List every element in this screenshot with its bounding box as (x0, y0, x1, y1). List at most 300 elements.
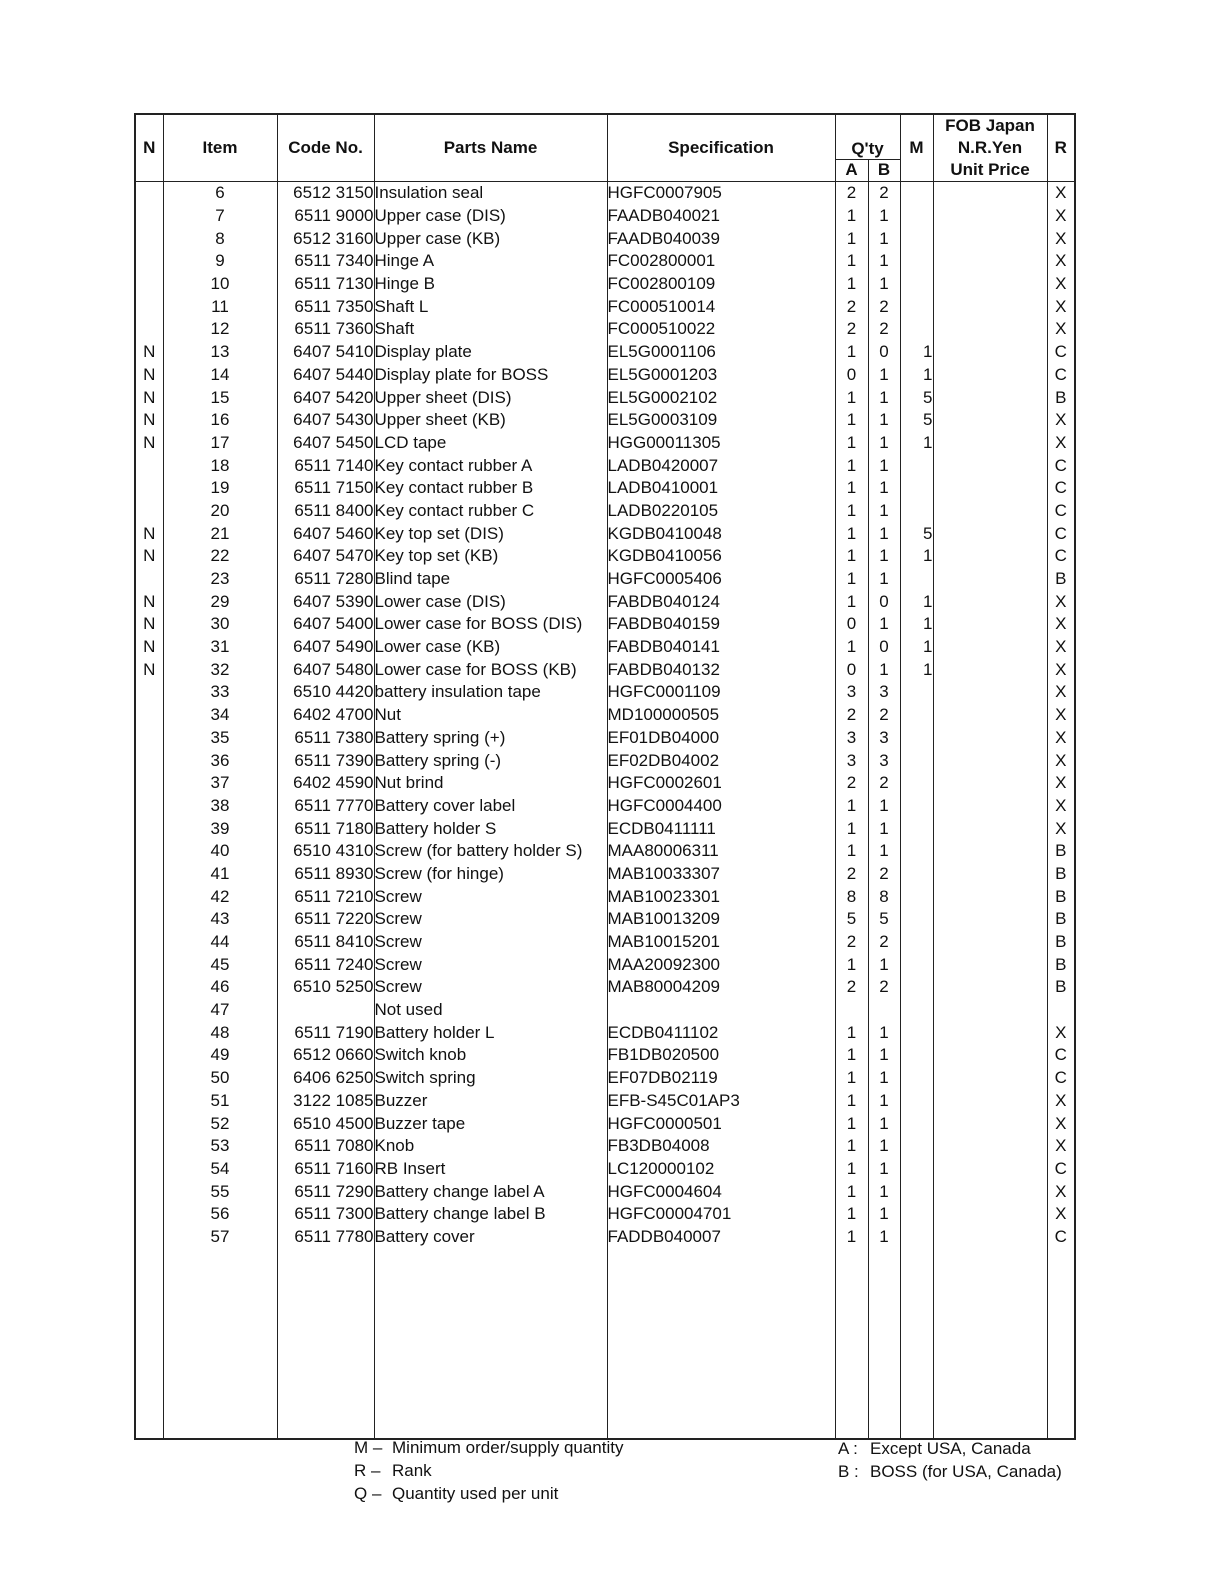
legend-m-key: M – (354, 1438, 383, 1457)
parts-table (134, 113, 1076, 1440)
row-qty-a: 0 (835, 613, 868, 636)
table-row (135, 1180, 1075, 1203)
row-qty-b: 1 (868, 364, 900, 387)
row-specification: MAB80004209 (607, 976, 835, 999)
row-unit-price (933, 273, 1047, 296)
row-qty-a: 1 (835, 250, 868, 273)
row-min-order: 1 (900, 545, 933, 568)
row-code-no: 6407 5450 (277, 432, 374, 455)
row-min-order: 1 (900, 341, 933, 364)
row-min-order (900, 273, 933, 296)
row-min-order: 1 (900, 613, 933, 636)
table-row (135, 500, 1075, 523)
row-code-no: 6510 4420 (277, 681, 374, 704)
table-row (135, 772, 1075, 795)
row-n-mark (135, 295, 163, 318)
row-specification: HGFC0007905 (607, 182, 835, 205)
row-rank: C (1047, 477, 1075, 500)
row-unit-price (933, 318, 1047, 341)
filler-cell (868, 1248, 900, 1438)
row-code-no: 6511 7220 (277, 908, 374, 931)
row-specification: FC002800001 (607, 250, 835, 273)
row-unit-price (933, 477, 1047, 500)
row-specification: EF02DB04002 (607, 749, 835, 772)
row-n-mark (135, 1067, 163, 1090)
row-qty-b: 1 (868, 1203, 900, 1226)
legend-b-text: BOSS (for USA, Canada) (870, 1462, 1062, 1481)
row-qty-a: 2 (835, 182, 868, 205)
row-parts-name: battery insulation tape (374, 681, 607, 704)
row-code-no: 6511 7780 (277, 1226, 374, 1249)
row-item-number: 34 (163, 704, 277, 727)
row-unit-price (933, 908, 1047, 931)
row-parts-name: Key top set (DIS) (374, 522, 607, 545)
row-n-mark (135, 273, 163, 296)
row-qty-b: 1 (868, 432, 900, 455)
row-specification: HGFC0004604 (607, 1180, 835, 1203)
row-rank: X (1047, 409, 1075, 432)
row-n-mark (135, 500, 163, 523)
row-specification: HGFC0002601 (607, 772, 835, 795)
row-n-mark (135, 250, 163, 273)
table-row (135, 885, 1075, 908)
row-unit-price (933, 1158, 1047, 1181)
row-specification: HGFC0000501 (607, 1112, 835, 1135)
row-qty-b: 1 (868, 250, 900, 273)
row-qty-b: 3 (868, 749, 900, 772)
row-item-number: 45 (163, 953, 277, 976)
row-code-no: 6407 5490 (277, 636, 374, 659)
row-item-number: 20 (163, 500, 277, 523)
row-n-mark: N (135, 432, 163, 455)
header-item: Item (163, 114, 277, 182)
row-specification: FADDB040007 (607, 1226, 835, 1249)
row-parts-name: Screw (for hinge) (374, 863, 607, 886)
row-unit-price (933, 341, 1047, 364)
row-qty-a: 1 (835, 1112, 868, 1135)
row-unit-price (933, 840, 1047, 863)
row-parts-name: Lower case (KB) (374, 636, 607, 659)
row-item-number: 54 (163, 1158, 277, 1181)
header-specification: Specification (607, 114, 835, 182)
row-unit-price (933, 749, 1047, 772)
row-parts-name: Key top set (KB) (374, 545, 607, 568)
row-qty-a: 1 (835, 341, 868, 364)
row-item-number: 14 (163, 364, 277, 387)
legend-m (354, 1438, 623, 1458)
row-n-mark (135, 1180, 163, 1203)
row-rank: X (1047, 273, 1075, 296)
header-qty-b: B (868, 159, 900, 181)
row-qty-a: 1 (835, 205, 868, 228)
row-parts-name: Upper sheet (DIS) (374, 386, 607, 409)
row-item-number: 50 (163, 1067, 277, 1090)
row-code-no: 6407 5440 (277, 364, 374, 387)
row-item-number: 38 (163, 795, 277, 818)
header-parts-name: Parts Name (374, 114, 607, 182)
row-min-order: 1 (900, 636, 933, 659)
row-parts-name: Battery change label B (374, 1203, 607, 1226)
table-row (135, 681, 1075, 704)
row-qty-a: 1 (835, 545, 868, 568)
parts-rows (135, 182, 1075, 1439)
row-qty-a: 2 (835, 976, 868, 999)
row-unit-price (933, 613, 1047, 636)
row-n-mark (135, 908, 163, 931)
row-code-no: 6511 7350 (277, 295, 374, 318)
row-unit-price (933, 182, 1047, 205)
row-code-no: 6511 7160 (277, 1158, 374, 1181)
row-n-mark (135, 885, 163, 908)
row-qty-b: 2 (868, 863, 900, 886)
table-row (135, 522, 1075, 545)
row-rank: B (1047, 931, 1075, 954)
row-code-no (277, 999, 374, 1022)
row-item-number: 42 (163, 885, 277, 908)
row-qty-a: 8 (835, 885, 868, 908)
row-rank: B (1047, 885, 1075, 908)
row-parts-name: Shaft L (374, 295, 607, 318)
row-qty-a: 1 (835, 500, 868, 523)
table-row (135, 817, 1075, 840)
row-code-no: 6511 7140 (277, 454, 374, 477)
table-row (135, 295, 1075, 318)
row-rank: B (1047, 908, 1075, 931)
row-parts-name: Upper case (DIS) (374, 205, 607, 228)
row-qty-b: 1 (868, 409, 900, 432)
row-rank: X (1047, 636, 1075, 659)
row-unit-price (933, 250, 1047, 273)
row-qty-b: 5 (868, 908, 900, 931)
row-code-no: 6511 7080 (277, 1135, 374, 1158)
row-item-number: 56 (163, 1203, 277, 1226)
row-rank: C (1047, 1226, 1075, 1249)
row-unit-price (933, 817, 1047, 840)
row-parts-name: Lower case (DIS) (374, 590, 607, 613)
row-qty-b: 1 (868, 817, 900, 840)
row-item-number: 49 (163, 1044, 277, 1067)
row-specification: LC120000102 (607, 1158, 835, 1181)
filler-cell (607, 1248, 835, 1438)
row-min-order (900, 931, 933, 954)
row-min-order (900, 250, 933, 273)
header-unit-price (933, 114, 1047, 182)
filler-cell (135, 1248, 163, 1438)
row-specification: FABDB040124 (607, 590, 835, 613)
row-item-number: 30 (163, 613, 277, 636)
row-parts-name: Hinge A (374, 250, 607, 273)
row-min-order (900, 1112, 933, 1135)
row-parts-name: Screw (for battery holder S) (374, 840, 607, 863)
row-item-number: 35 (163, 727, 277, 750)
row-specification: MAB10033307 (607, 863, 835, 886)
row-parts-name: Screw (374, 885, 607, 908)
row-n-mark (135, 931, 163, 954)
row-item-number: 8 (163, 227, 277, 250)
row-n-mark (135, 953, 163, 976)
row-specification: ECDB0411111 (607, 817, 835, 840)
row-parts-name: Nut (374, 704, 607, 727)
row-specification: EL5G0001106 (607, 341, 835, 364)
row-rank: X (1047, 1135, 1075, 1158)
row-qty-b: 3 (868, 727, 900, 750)
filler-cell (900, 1248, 933, 1438)
row-n-mark: N (135, 636, 163, 659)
row-qty-a: 1 (835, 590, 868, 613)
row-specification: EF01DB04000 (607, 727, 835, 750)
row-qty-a: 3 (835, 727, 868, 750)
row-parts-name: Insulation seal (374, 182, 607, 205)
row-min-order (900, 568, 933, 591)
row-rank: X (1047, 1021, 1075, 1044)
row-specification: HGG00011305 (607, 432, 835, 455)
table-row (135, 182, 1075, 205)
row-code-no: 6511 8410 (277, 931, 374, 954)
row-qty-b: 0 (868, 590, 900, 613)
row-min-order (900, 749, 933, 772)
row-unit-price (933, 500, 1047, 523)
row-qty-a: 1 (835, 386, 868, 409)
row-parts-name: Screw (374, 953, 607, 976)
row-rank: C (1047, 364, 1075, 387)
row-n-mark: N (135, 545, 163, 568)
row-unit-price (933, 590, 1047, 613)
row-unit-price (933, 409, 1047, 432)
header-code: Code No. (277, 114, 374, 182)
table-row (135, 477, 1075, 500)
row-min-order (900, 1226, 933, 1249)
row-unit-price (933, 364, 1047, 387)
filler-cell (163, 1248, 277, 1438)
row-qty-b: 1 (868, 953, 900, 976)
row-n-mark (135, 1112, 163, 1135)
row-item-number: 19 (163, 477, 277, 500)
row-item-number: 57 (163, 1226, 277, 1249)
row-unit-price (933, 1226, 1047, 1249)
row-qty-b: 2 (868, 931, 900, 954)
row-unit-price (933, 522, 1047, 545)
row-parts-name: Shaft (374, 318, 607, 341)
row-parts-name: Upper sheet (KB) (374, 409, 607, 432)
row-qty-b: 3 (868, 681, 900, 704)
row-item-number: 37 (163, 772, 277, 795)
row-code-no: 6510 5250 (277, 976, 374, 999)
row-n-mark (135, 1135, 163, 1158)
row-item-number: 51 (163, 1090, 277, 1113)
table-row (135, 250, 1075, 273)
row-item-number: 41 (163, 863, 277, 886)
row-code-no: 6406 6250 (277, 1067, 374, 1090)
row-code-no: 6511 8400 (277, 500, 374, 523)
filler-cell (374, 1248, 607, 1438)
row-qty-a: 0 (835, 658, 868, 681)
row-unit-price (933, 953, 1047, 976)
table-row (135, 727, 1075, 750)
row-qty-b: 1 (868, 1180, 900, 1203)
row-qty-a: 1 (835, 454, 868, 477)
row-parts-name: Buzzer (374, 1090, 607, 1113)
row-min-order (900, 1180, 933, 1203)
row-rank: B (1047, 863, 1075, 886)
row-specification: LADB0420007 (607, 454, 835, 477)
row-min-order (900, 227, 933, 250)
table-row (135, 1135, 1075, 1158)
row-parts-name: Lower case for BOSS (DIS) (374, 613, 607, 636)
row-unit-price (933, 931, 1047, 954)
table-row (135, 590, 1075, 613)
row-specification: FC000510014 (607, 295, 835, 318)
row-n-mark (135, 182, 163, 205)
row-n-mark: N (135, 658, 163, 681)
row-rank: X (1047, 772, 1075, 795)
row-qty-b: 2 (868, 976, 900, 999)
row-item-number: 23 (163, 568, 277, 591)
table-row (135, 931, 1075, 954)
row-min-order (900, 318, 933, 341)
row-parts-name: Not used (374, 999, 607, 1022)
row-min-order (900, 795, 933, 818)
row-rank: C (1047, 1044, 1075, 1067)
table-row (135, 1226, 1075, 1249)
row-parts-name: Battery cover (374, 1226, 607, 1249)
row-min-order (900, 1044, 933, 1067)
table-filler-row (135, 1248, 1075, 1438)
row-qty-a: 2 (835, 772, 868, 795)
table-row (135, 795, 1075, 818)
row-qty-b: 1 (868, 1226, 900, 1249)
row-parts-name: Screw (374, 908, 607, 931)
row-rank: B (1047, 953, 1075, 976)
header-r: R (1047, 114, 1075, 182)
row-min-order (900, 500, 933, 523)
filler-cell (835, 1248, 868, 1438)
row-n-mark (135, 840, 163, 863)
row-code-no: 6511 7280 (277, 568, 374, 591)
row-qty-a: 1 (835, 432, 868, 455)
row-qty-a: 1 (835, 817, 868, 840)
row-unit-price (933, 295, 1047, 318)
row-unit-price (933, 454, 1047, 477)
row-qty-b: 1 (868, 795, 900, 818)
table-row (135, 205, 1075, 228)
row-min-order (900, 1021, 933, 1044)
row-rank: C (1047, 545, 1075, 568)
row-item-number: 40 (163, 840, 277, 863)
table-row (135, 341, 1075, 364)
row-code-no: 6407 5420 (277, 386, 374, 409)
row-min-order (900, 953, 933, 976)
table-row (135, 454, 1075, 477)
row-n-mark (135, 1158, 163, 1181)
row-qty-b: 2 (868, 704, 900, 727)
row-item-number: 17 (163, 432, 277, 455)
row-unit-price (933, 1135, 1047, 1158)
row-code-no: 6511 8930 (277, 863, 374, 886)
row-n-mark: N (135, 341, 163, 364)
row-qty-b: 1 (868, 613, 900, 636)
row-min-order (900, 1135, 933, 1158)
row-rank: C (1047, 454, 1075, 477)
table-row (135, 999, 1075, 1022)
row-unit-price (933, 999, 1047, 1022)
filler-cell (933, 1248, 1047, 1438)
table-row (135, 953, 1075, 976)
row-n-mark (135, 1044, 163, 1067)
header-price-line-3: Unit Price (950, 160, 1030, 179)
row-code-no: 6511 7340 (277, 250, 374, 273)
row-qty-b: 8 (868, 885, 900, 908)
table-row (135, 1067, 1075, 1090)
row-n-mark: N (135, 590, 163, 613)
row-specification: MAA20092300 (607, 953, 835, 976)
row-rank: X (1047, 227, 1075, 250)
row-n-mark (135, 817, 163, 840)
row-code-no: 6511 7770 (277, 795, 374, 818)
row-min-order: 5 (900, 386, 933, 409)
row-n-mark (135, 681, 163, 704)
row-specification: KGDB0410048 (607, 522, 835, 545)
header-qty-a: A (835, 159, 868, 181)
row-item-number: 15 (163, 386, 277, 409)
row-qty-a: 1 (835, 1067, 868, 1090)
row-code-no: 6402 4700 (277, 704, 374, 727)
row-unit-price (933, 658, 1047, 681)
row-rank: X (1047, 817, 1075, 840)
legend-r-text: Rank (392, 1461, 432, 1480)
row-parts-name: Hinge B (374, 273, 607, 296)
row-qty-b: 2 (868, 182, 900, 205)
row-n-mark (135, 227, 163, 250)
row-rank: X (1047, 795, 1075, 818)
row-parts-name: Battery cover label (374, 795, 607, 818)
row-unit-price (933, 1203, 1047, 1226)
table-row (135, 364, 1075, 387)
row-qty-b: 2 (868, 772, 900, 795)
row-code-no: 6407 5410 (277, 341, 374, 364)
row-qty-b: 2 (868, 295, 900, 318)
row-qty-b: 1 (868, 1090, 900, 1113)
row-qty-a: 1 (835, 1090, 868, 1113)
row-specification: MAA80006311 (607, 840, 835, 863)
row-n-mark (135, 205, 163, 228)
row-specification (607, 999, 835, 1022)
row-min-order: 1 (900, 658, 933, 681)
row-code-no: 6511 7130 (277, 273, 374, 296)
row-unit-price (933, 545, 1047, 568)
row-code-no: 6511 7290 (277, 1180, 374, 1203)
legend-b-key: B : (838, 1462, 859, 1481)
legend-a-text: Except USA, Canada (870, 1439, 1031, 1458)
row-code-no: 6407 5460 (277, 522, 374, 545)
row-qty-a: 2 (835, 931, 868, 954)
row-parts-name: Screw (374, 976, 607, 999)
row-parts-name: Battery spring (+) (374, 727, 607, 750)
row-min-order (900, 205, 933, 228)
row-rank: X (1047, 1203, 1075, 1226)
row-item-number: 39 (163, 817, 277, 840)
row-parts-name: Lower case for BOSS (KB) (374, 658, 607, 681)
row-qty-b: 1 (868, 1158, 900, 1181)
row-code-no: 6511 7190 (277, 1021, 374, 1044)
row-parts-name: RB Insert (374, 1158, 607, 1181)
row-unit-price (933, 636, 1047, 659)
legend-a-key: A : (838, 1439, 858, 1458)
row-unit-price (933, 772, 1047, 795)
row-specification: MAB10013209 (607, 908, 835, 931)
row-min-order: 1 (900, 364, 933, 387)
row-min-order (900, 295, 933, 318)
row-item-number: 29 (163, 590, 277, 613)
